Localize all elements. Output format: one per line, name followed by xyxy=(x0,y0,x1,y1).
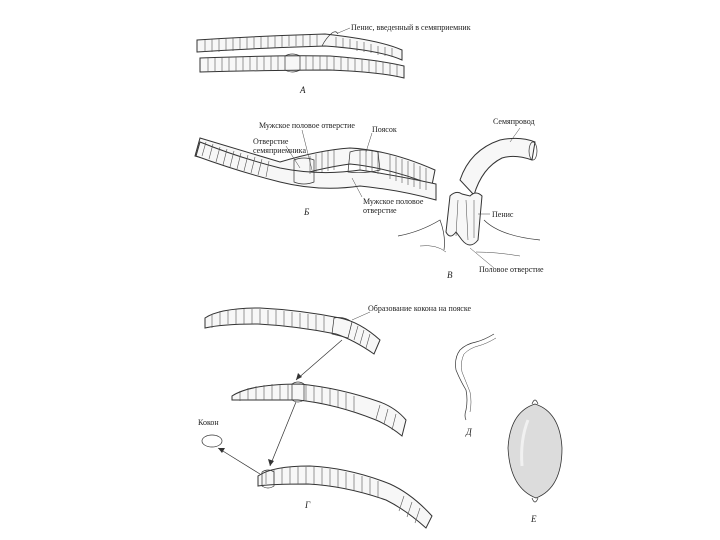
panel-letter-d: Д xyxy=(466,427,472,437)
leader-b-girdle xyxy=(366,133,372,152)
panel-letter-b: Б xyxy=(304,207,310,217)
panel-b xyxy=(195,121,436,217)
body-wall-v-inner xyxy=(420,246,520,256)
panel-letter-v: В xyxy=(447,270,453,280)
label-b-male-bottom xyxy=(363,197,425,215)
cocoon-e-tip-bottom xyxy=(532,498,538,502)
panel-letter-e: Е xyxy=(531,514,537,524)
worm-g2 xyxy=(232,384,406,436)
arrow-g3-to-cocoon-head xyxy=(218,448,225,453)
label-b-male-bottom-line1: Мужское половое xyxy=(363,197,424,206)
penis-v xyxy=(446,192,482,245)
young-worm-d-edge xyxy=(461,338,496,412)
cocoon-free xyxy=(202,435,222,447)
label-b-girdle: Поясок xyxy=(372,125,397,134)
panel-letter-g: Г xyxy=(305,500,311,510)
arrow-g1-to-g2-head xyxy=(296,373,302,380)
label-b-male-top: Мужское половое отверстие xyxy=(259,121,355,130)
label-g-cocoon: Кокон xyxy=(198,418,219,427)
panel-g xyxy=(198,304,472,528)
panel-letter-a: А xyxy=(300,85,306,95)
worm-g1 xyxy=(205,308,380,354)
panel-a xyxy=(197,23,471,95)
label-v-penis: Пенис xyxy=(492,210,514,219)
arrow-g3-to-cocoon xyxy=(218,448,260,474)
leader-a-penis xyxy=(338,28,350,33)
label-v-opening: Половое отверстие xyxy=(479,265,544,274)
panel-e xyxy=(508,400,562,524)
cocoon-e xyxy=(508,404,562,498)
label-a-penis: Пенис, введенный в семяприемник xyxy=(351,23,471,32)
cocoon-e-tip-top xyxy=(532,400,538,404)
label-b-receptacle-line2: семяприемника xyxy=(253,146,306,155)
worm-a-lower xyxy=(200,56,404,78)
label-g-cocoon-formation: Образование кокона на пояске xyxy=(368,304,472,313)
arrow-g1-to-g2 xyxy=(296,340,342,380)
arrow-g2-to-g3-head xyxy=(268,459,274,466)
worm-g3 xyxy=(258,466,432,528)
label-b-receptacle xyxy=(253,137,306,155)
vas-deferens xyxy=(460,138,535,195)
label-b-receptacle-line1: Отверстие xyxy=(253,137,289,146)
arrow-g2-to-g3 xyxy=(270,402,296,466)
leader-g-cocoon-formation xyxy=(352,312,370,320)
label-v-vas: Семяпровод xyxy=(493,117,535,126)
panel-d xyxy=(456,334,497,437)
label-b-male-bottom-line2: отверстие xyxy=(363,206,397,215)
